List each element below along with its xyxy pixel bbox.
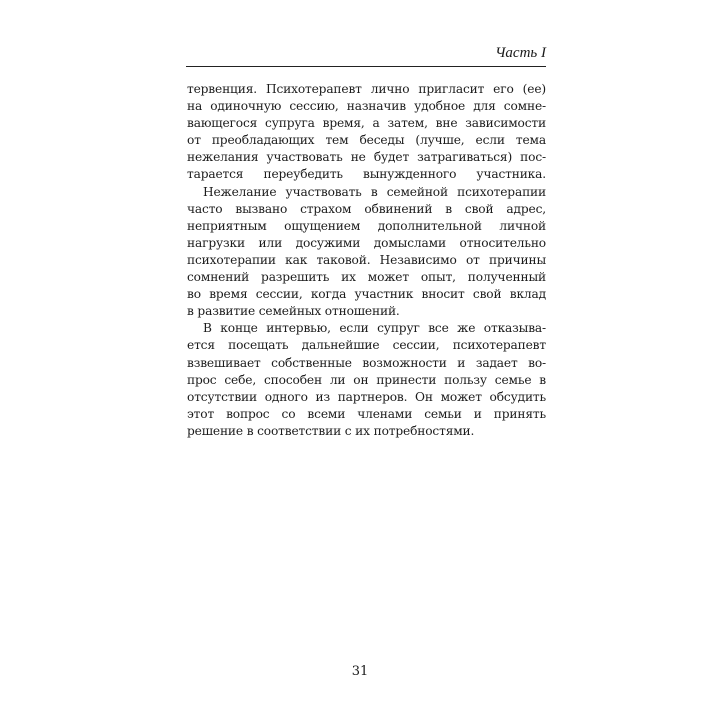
text-line: нагрузки или досужими домыслами относительно [187,235,546,250]
text-line: психотерапии как таковой. Независимо от причины [187,252,546,267]
text-line: ется посещать дальнейшие сессии, психотерапевт [187,338,546,353]
text-line: нежелания участвовать не будет затрагиваться) пос- [187,150,546,165]
text-line: на одиночную сессию, назначив удобное для сомне- [187,99,546,114]
text-line: сомнений разрешить их может опыт, полученный [187,270,546,285]
running-head: Часть I [495,45,546,61]
text-line: тервенция. Психотерапевт лично пригласит его (ее) [187,82,546,96]
text-line: прос себе, способен ли он принести пользу семье в [187,372,546,387]
text-line: часто вызвано страхом обвинений в свой адрес, [187,201,546,216]
header-rule [186,66,546,67]
text-line: взвешивает собственные возможности и задает во- [187,355,546,370]
text-line: Нежелание участвовать в семейной психотерапии [203,184,546,199]
paragraph-2 [187,184,546,321]
text-line: вающегося супруга время, а затем, вне зависимости [187,116,546,131]
page-number: 31 [351,664,369,679]
paragraph-3 [187,320,546,440]
text-line: в развитие семейных отношений. [187,304,400,319]
text-line: В конце интервью, если супруг все же отказыва- [203,321,546,336]
text-line: отсутствии одного из партнеров. Он может обсудить [187,389,546,404]
paragraph-1 [187,81,546,184]
text-line: неприятным ощущением дополнительной личной [187,218,546,233]
body-text [187,81,546,440]
text-line: решение в соответствии с их потребностями. [187,423,475,438]
text-line: этот вопрос со всеми членами семьи и принять [187,406,546,421]
text-line: от преобладающих тем беседы (лучше, если тема [187,133,546,148]
text-line: тарается переубедить вынужденного участника. [187,167,546,182]
text-line: во время сессии, когда участник вносит свой вклад [187,287,546,302]
